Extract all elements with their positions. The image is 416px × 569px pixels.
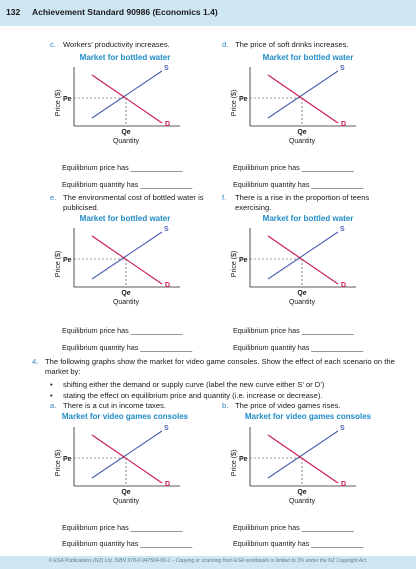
supply-label: S (164, 425, 169, 432)
x-axis-label: Quantity (288, 498, 316, 505)
qe-label: Qe (121, 129, 131, 136)
supply-demand-chart (55, 423, 182, 505)
pe-label: Pe (239, 257, 248, 264)
page-header (0, 0, 416, 26)
demand-label: D (341, 282, 347, 289)
supply-demand-chart (231, 224, 358, 306)
demand-label: D (341, 481, 347, 488)
equilibrium-price-blank[interactable]: Equilibrium price has _____________ (233, 163, 354, 172)
question-text-line-1: The following graphs show the market for video game consoles. Show the effect of each scenario on the (45, 357, 395, 366)
question-text: The price of video games rises. (235, 401, 341, 410)
copyright-notice: © ESA Publications (NZ) Ltd, ISBN 978-0-947504-90-1 – Copying or scanning from ESA workbooks is limited to 3% under the NZ Copyright Act. (48, 558, 368, 564)
demand-label: D (165, 121, 171, 128)
equilibrium-quantity-blank[interactable]: Equilibrium quantity has _____________ (233, 180, 364, 189)
qe-label: Qe (297, 129, 307, 136)
demand-label: D (341, 121, 347, 128)
supply-demand-chart (55, 63, 182, 145)
supply-label: S (340, 226, 345, 233)
qe-label: Qe (297, 290, 307, 297)
page-title: Achievement Standard 90986 (Economics 1.4) (32, 7, 218, 17)
demand-label: D (165, 481, 171, 488)
x-axis-label: Quantity (112, 299, 140, 306)
supply-label: S (340, 65, 345, 72)
supply-demand-chart (231, 63, 358, 145)
supply-curve (268, 71, 338, 118)
supply-curve (268, 431, 338, 478)
chart-title: Market for video games consoles (61, 412, 189, 421)
x-axis-label: Quantity (288, 299, 316, 306)
qe-label: Qe (121, 290, 131, 297)
y-axis-label: Price ($) (231, 89, 238, 117)
pe-label: Pe (63, 257, 72, 264)
question-4 (32, 357, 412, 377)
bullet-icon: • (50, 391, 53, 400)
chart-title: Market for bottled water (79, 53, 171, 62)
supply-curve (92, 431, 162, 478)
equilibrium-quantity-blank[interactable]: Equilibrium quantity has _____________ (62, 343, 193, 352)
demand-curve (268, 75, 338, 123)
pe-label: Pe (239, 456, 248, 463)
equilibrium-quantity-blank[interactable]: Equilibrium quantity has _____________ (233, 539, 364, 548)
equilibrium-quantity-blank[interactable]: Equilibrium quantity has _____________ (62, 180, 193, 189)
question-number: 4. (32, 357, 39, 366)
question-e (50, 193, 220, 213)
question-text-line-2: exercising. (235, 203, 272, 212)
equilibrium-quantity-blank[interactable]: Equilibrium quantity has _____________ (62, 539, 193, 548)
question-c (50, 40, 220, 50)
supply-label: S (164, 65, 169, 72)
supply-curve (268, 232, 338, 279)
question-a (50, 401, 220, 411)
supply-curve (92, 232, 162, 279)
question-b (222, 401, 402, 411)
question-text-line-2: publicised. (63, 203, 99, 212)
supply-demand-chart (231, 423, 358, 505)
question-text: Workers’ productivity increases. (63, 40, 170, 49)
supply-curve (92, 71, 162, 118)
demand-curve (92, 435, 162, 483)
y-axis-label: Price ($) (55, 250, 62, 278)
y-axis-label: Price ($) (231, 250, 238, 278)
equilibrium-price-blank[interactable]: Equilibrium price has _____________ (62, 163, 183, 172)
qe-label: Qe (297, 489, 307, 496)
bullet-text: stating the effect on equilibrium price and quantity (i.e. increase or decrease). (63, 391, 323, 400)
question-text-line-2: market by: (45, 367, 81, 376)
chart-title: Market for bottled water (262, 53, 354, 62)
question-letter: b. (222, 401, 229, 410)
question-f (222, 193, 407, 213)
y-axis-label: Price ($) (55, 89, 62, 117)
question-letter: e. (50, 193, 57, 202)
x-axis-label: Quantity (112, 138, 140, 145)
x-axis-label: Quantity (112, 498, 140, 505)
equilibrium-price-blank[interactable]: Equilibrium price has _____________ (62, 523, 183, 532)
demand-curve (92, 75, 162, 123)
question-letter: c. (50, 40, 56, 49)
question-text: There is a cut in income taxes. (63, 401, 166, 410)
question-d (222, 40, 402, 50)
question-text-line-1: The environmental cost of bottled water is (63, 193, 204, 202)
pe-label: Pe (63, 96, 72, 103)
demand-curve (268, 435, 338, 483)
equilibrium-price-blank[interactable]: Equilibrium price has _____________ (233, 326, 354, 335)
page-footer (0, 556, 416, 569)
demand-curve (92, 236, 162, 284)
pe-label: Pe (239, 96, 248, 103)
question-letter: a. (50, 401, 57, 410)
y-axis-label: Price ($) (55, 449, 62, 477)
equilibrium-price-blank[interactable]: Equilibrium price has _____________ (62, 326, 183, 335)
bullet-icon: • (50, 380, 53, 389)
question-letter: f. (222, 193, 227, 202)
chart-title: Market for bottled water (262, 214, 354, 223)
supply-demand-chart (55, 224, 182, 306)
demand-label: D (165, 282, 171, 289)
instruction-bullet (50, 391, 400, 401)
question-text-line-1: There is a rise in the proportion of teens (235, 193, 370, 202)
demand-curve (268, 236, 338, 284)
chart-title: Market for video games consoles (244, 412, 372, 421)
instruction-bullet (50, 380, 400, 390)
y-axis-label: Price ($) (231, 449, 238, 477)
pe-label: Pe (63, 456, 72, 463)
chart-title: Market for bottled water (79, 214, 171, 223)
supply-label: S (340, 425, 345, 432)
page-number: 132 (6, 7, 21, 17)
question-letter: d. (222, 40, 229, 49)
x-axis-label: Quantity (288, 138, 316, 145)
supply-label: S (164, 226, 169, 233)
bullet-text: shifting either the demand or supply curve (label the new curve either S’ or D’) (63, 380, 325, 389)
qe-label: Qe (121, 489, 131, 496)
equilibrium-price-blank[interactable]: Equilibrium price has _____________ (233, 523, 354, 532)
question-text: The price of soft drinks increases. (235, 40, 349, 49)
equilibrium-quantity-blank[interactable]: Equilibrium quantity has _____________ (233, 343, 364, 352)
